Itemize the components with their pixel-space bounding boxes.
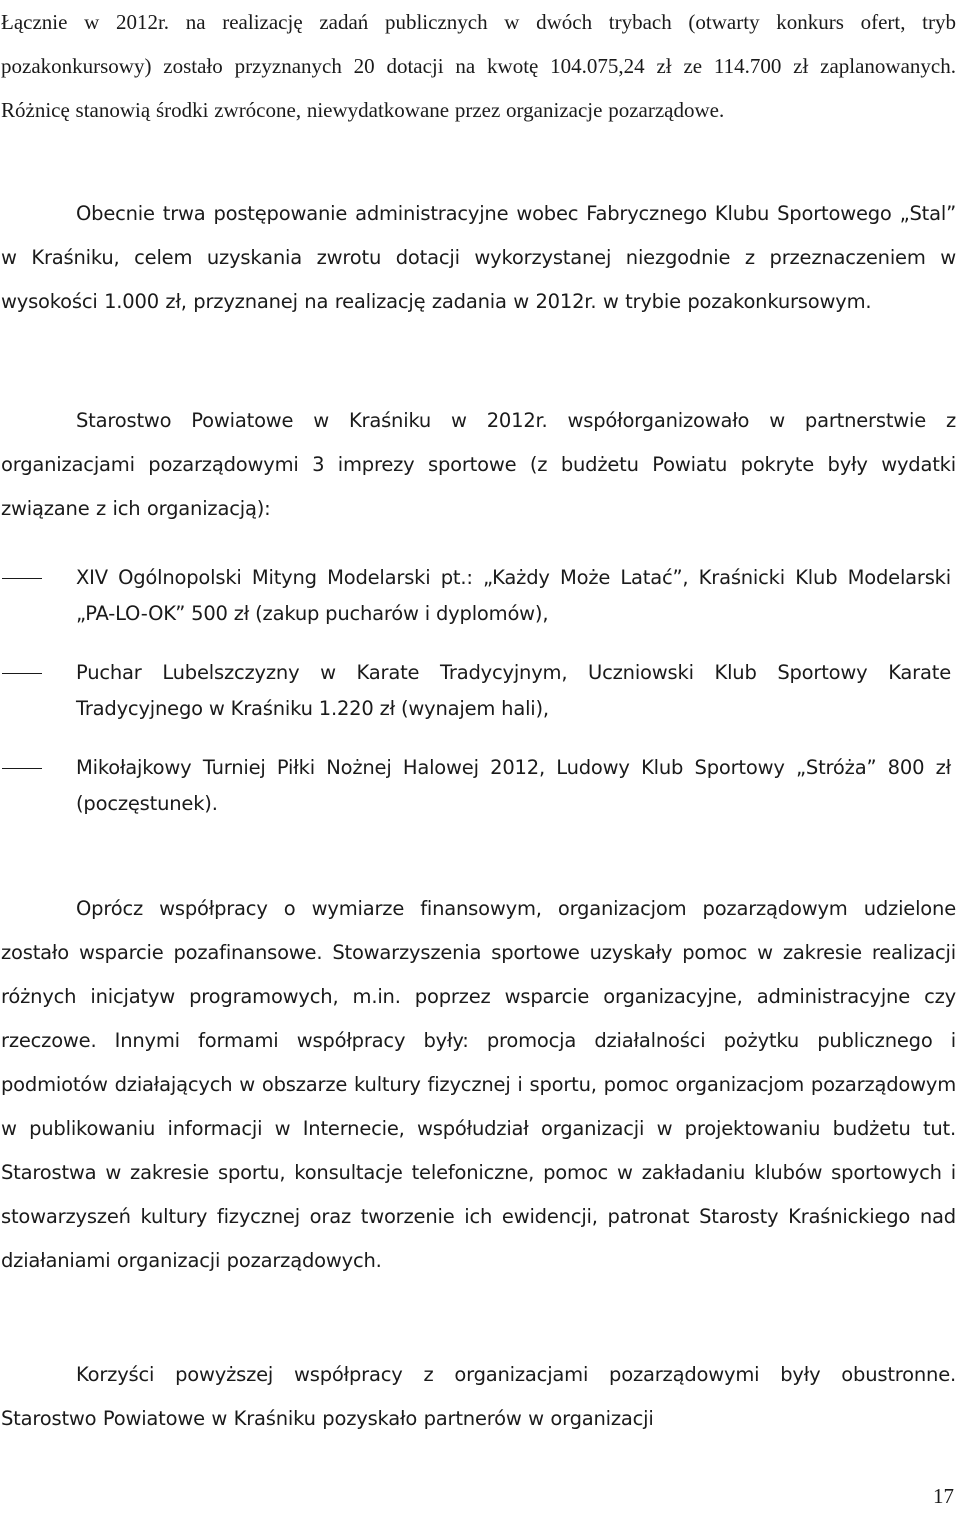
list-item bbox=[0, 655, 955, 727]
list-item bbox=[0, 750, 955, 822]
paragraph-non-financial-support: Oprócz współpracy o wymiarze finansowym, organizacjom pozarządowym udzielone zostało wsparcie pozafinansowe. Stowarzyszenia sportowe uzyskały pomoc w zakresie realizacji różnych inicjatyw programowych, m.in. poprzez wsparcie organizacyjne, administracyjne czy rzeczowe. Innymi formami współpracy były: promocja działalności pożytku publicznego i podmiotów działających w obszarze kultury fizycznej i sportu, pomoc organizacjom pozarządowym w publikowaniu informacji w Internecie, współudział organizacji w projektowaniu budżetu tut. Starostwa w zakresie sportu, konsultacje telefoniczne, pomoc w zakładaniu klubów sportowych i stowarzyszeń kultury fizycznej oraz tworzenie ich ewidencji, patronat Starosty Kraśnickiego nad działaniami organizacji pozarządowych. bbox=[1, 897, 956, 1272]
paragraph-benefits: Korzyści powyższej współpracy z organizacjami pozarządowymi były obustronne. Starostwo Powiatowe w Kraśniku pozyskało partnerów w organizacji bbox=[1, 1363, 956, 1430]
event-text: Puchar Lubelszczyzny w Karate Tradycyjnym, Uczniowski Klub Sportowy Karate Tradycyjnego w Kraśniku 1.220 zł (wynajem hali), bbox=[76, 661, 951, 720]
event-text: Mikołajkowy Turniej Piłki Nożnej Halowej 2012, Ludowy Klub Sportowy „Stróża” 800 zł (poczęstunek). bbox=[76, 756, 951, 815]
paragraph-administrative-proceedings: Obecnie trwa postępowanie administracyjne wobec Fabrycznego Klubu Sportowego „Stal” w Kraśniku, celem uzyskania zwrotu dotacji wykorzystanej niezgodnie z przeznaczeniem w wysokości 1.000 zł, przyznanej na realizację zadania w 2012r. w trybie pozakonkursowym. bbox=[1, 202, 956, 313]
page-number: 17 bbox=[933, 1484, 954, 1508]
dash-bullet-icon bbox=[2, 578, 42, 579]
list-item bbox=[0, 560, 955, 632]
paragraph-summary-2012: Łącznie w 2012r. na realizację zadań publicznych w dwóch trybach (otwarty konkurs ofert, tryb pozakonkursowy) zostało przyznanych 20 dotacji na kwotę 104.075,24 zł ze 114.700 zł zaplanowanych. Różnicę stanowią środki zwrócone, niewydatkowane przez organizacje pozarządowe. bbox=[1, 10, 956, 122]
dash-bullet-icon bbox=[2, 673, 42, 674]
event-text: XIV Ogólnopolski Mityng Modelarski pt.: „Każdy Może Latać”, Kraśnicki Klub Modelarski „PA-LO-OK” 500 zł (zakup pucharów i dyplomów), bbox=[76, 566, 951, 625]
dash-bullet-icon bbox=[2, 768, 42, 769]
paragraph-events-intro: Starostwo Powiatowe w Kraśniku w 2012r. współorganizowało w partnerstwie z organizacjami pozarządowymi 3 imprezy sportowe (z budżetu Powiatu pokryte były wydatki związane z ich organizacją): bbox=[1, 409, 956, 520]
events-list bbox=[0, 560, 955, 822]
